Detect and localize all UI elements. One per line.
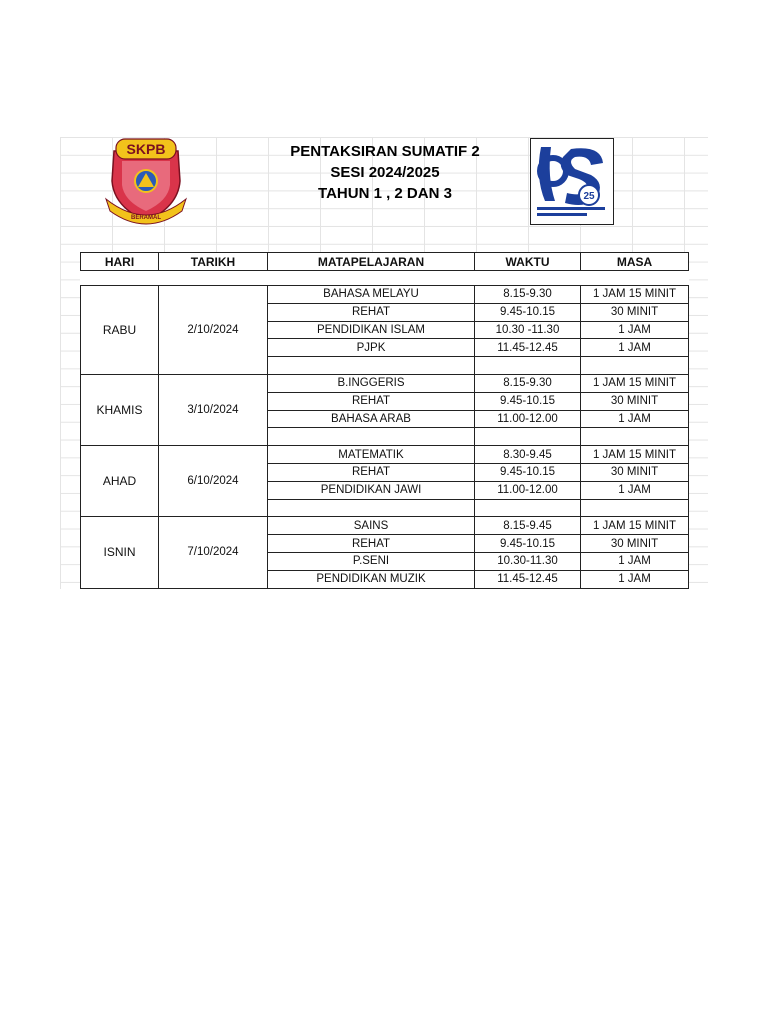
time-cell: 9.45-10.15: [475, 392, 581, 410]
document-title: [260, 141, 510, 204]
duration-cell: 30 MINIT: [581, 535, 689, 553]
header-hari: HARI: [81, 253, 159, 271]
time-cell: 11.00-12.00: [475, 410, 581, 428]
table-row: [81, 286, 689, 304]
day-cell: AHAD: [81, 446, 159, 517]
time-cell: 8.15-9.45: [475, 517, 581, 535]
time-cell: 10.30 -11.30: [475, 321, 581, 339]
header-matapelajaran: MATAPELAJARAN: [268, 253, 475, 271]
time-cell: 8.30-9.45: [475, 446, 581, 464]
table-row: [81, 446, 689, 464]
title-line-3: TAHUN 1 , 2 DAN 3: [318, 185, 452, 202]
subject-cell: MATEMATIK: [268, 446, 475, 464]
time-cell: 11.45-12.45: [475, 339, 581, 357]
duration-cell: 1 JAM: [581, 339, 689, 357]
subject-cell: BAHASA MELAYU: [268, 286, 475, 304]
date-cell: 3/10/2024: [159, 374, 268, 445]
duration-cell: 1 JAM: [581, 570, 689, 588]
day-cell: RABU: [81, 286, 159, 375]
duration-cell: 1 JAM 15 MINIT: [581, 286, 689, 304]
time-cell: 9.45-10.15: [475, 303, 581, 321]
title-line-1: PENTAKSIRAN SUMATIF 2: [290, 143, 480, 160]
exam-schedule-table: [80, 252, 689, 589]
time-cell: 10.30-11.30: [475, 552, 581, 570]
duration-cell: 1 JAM: [581, 321, 689, 339]
duration-cell: 1 JAM 15 MINIT: [581, 446, 689, 464]
table-row: [81, 517, 689, 535]
day-cell: ISNIN: [81, 517, 159, 588]
date-cell: 7/10/2024: [159, 517, 268, 588]
subject-cell: BAHASA ARAB: [268, 410, 475, 428]
duration-cell: 1 JAM: [581, 410, 689, 428]
program-logo: [530, 138, 614, 225]
day-cell: KHAMIS: [81, 374, 159, 445]
time-cell: 8.15-9.30: [475, 286, 581, 304]
duration-cell: 1 JAM: [581, 481, 689, 499]
duration-cell: 30 MINIT: [581, 463, 689, 481]
subject-cell: REHAT: [268, 392, 475, 410]
document-header: [60, 137, 708, 237]
subject-cell: B.INGGERIS: [268, 374, 475, 392]
crest-motto: BERAMAL: [131, 215, 161, 221]
header-masa: MASA: [581, 253, 689, 271]
subject-cell: PENDIDIKAN ISLAM: [268, 321, 475, 339]
crest-logo-lettering: SKPB: [126, 141, 166, 157]
header-tarikh: TARIKH: [159, 253, 268, 271]
time-cell: 9.45-10.15: [475, 463, 581, 481]
duration-cell: 1 JAM: [581, 552, 689, 570]
header-waktu: WAKTU: [475, 253, 581, 271]
time-cell: 11.45-12.45: [475, 570, 581, 588]
subject-cell: SAINS: [268, 517, 475, 535]
table-row: [81, 374, 689, 392]
program-logo-number: 25: [583, 191, 595, 202]
title-line-2: SESI 2024/2025: [330, 164, 440, 181]
subject-cell: PENDIDIKAN JAWI: [268, 481, 475, 499]
duration-cell: 1 JAM 15 MINIT: [581, 374, 689, 392]
time-cell: 9.45-10.15: [475, 535, 581, 553]
time-cell: 8.15-9.30: [475, 374, 581, 392]
duration-cell: 30 MINIT: [581, 303, 689, 321]
subject-cell: REHAT: [268, 303, 475, 321]
date-cell: 2/10/2024: [159, 286, 268, 375]
subject-cell: PJPK: [268, 339, 475, 357]
duration-cell: 30 MINIT: [581, 392, 689, 410]
subject-cell: REHAT: [268, 463, 475, 481]
subject-cell: P.SENI: [268, 552, 475, 570]
table-header-row: [81, 253, 689, 271]
subject-cell: PENDIDIKAN MUZIK: [268, 570, 475, 588]
school-crest-logo: [100, 137, 192, 225]
duration-cell: 1 JAM 15 MINIT: [581, 517, 689, 535]
time-cell: 11.00-12.00: [475, 481, 581, 499]
date-cell: 6/10/2024: [159, 446, 268, 517]
subject-cell: REHAT: [268, 535, 475, 553]
